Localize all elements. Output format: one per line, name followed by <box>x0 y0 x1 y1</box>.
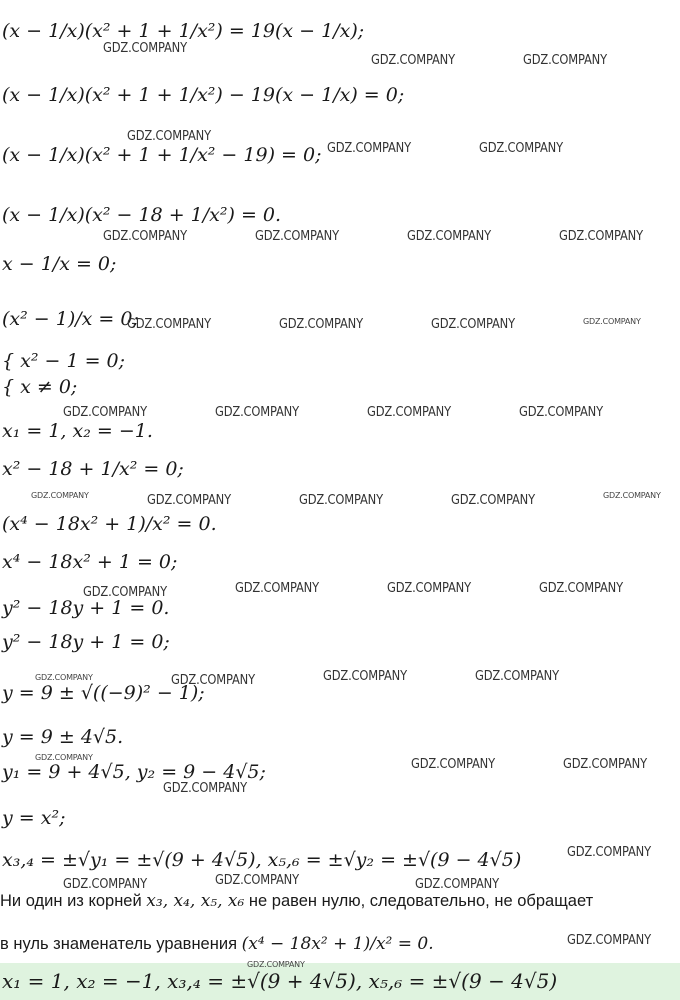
watermark: GDZ.COMPANY <box>255 228 339 244</box>
equation-line: x₁ = 1, x₂ = −1. <box>2 420 153 442</box>
watermark: GDZ.COMPANY <box>299 492 383 508</box>
watermark: GDZ.COMPANY <box>563 756 647 772</box>
equation-line: y = x²; <box>2 807 66 829</box>
equation-line: y² − 18y + 1 = 0. <box>2 597 170 619</box>
watermark: GDZ.COMPANY <box>411 756 495 772</box>
watermark: GDZ.COMPANY <box>475 668 559 684</box>
watermark: GDZ.COMPANY <box>367 404 451 420</box>
equation-line: x − 1/x = 0; <box>2 253 117 275</box>
watermark: GDZ.COMPANY <box>567 844 651 860</box>
roots-list: x₃, x₄, x₅, x₆ <box>146 891 245 911</box>
equation-line: (x² − 1)/x = 0; <box>2 308 139 330</box>
watermark: GDZ.COMPANY <box>603 491 661 500</box>
watermark: GDZ.COMPANY <box>163 780 247 796</box>
equation-line: (x − 1/x)(x² + 1 + 1/x²) − 19(x − 1/x) = 0; <box>2 84 405 106</box>
conclusion-text-part: Ни один из корней <box>0 892 147 910</box>
watermark: GDZ.COMPANY <box>35 673 93 682</box>
watermark: GDZ.COMPANY <box>215 872 299 888</box>
equation-line: (x⁴ − 18x² + 1)/x² = 0. <box>2 513 217 535</box>
watermark: GDZ.COMPANY <box>279 316 363 332</box>
watermark: GDZ.COMPANY <box>103 228 187 244</box>
watermark: GDZ.COMPANY <box>235 580 319 596</box>
equation-line: x² − 18 + 1/x² = 0; <box>2 458 184 480</box>
watermark: GDZ.COMPANY <box>567 932 651 948</box>
watermark: GDZ.COMPANY <box>83 584 167 600</box>
watermark: GDZ.COMPANY <box>327 140 411 156</box>
watermark: GDZ.COMPANY <box>583 317 641 326</box>
watermark: GDZ.COMPANY <box>559 228 643 244</box>
answer-text: x₁ = 1, x₂ = −1, x₃,₄ = ±√(9 + 4√5), x₅,₆ = ±√(9 − 4√5) <box>2 969 558 993</box>
system-line: { x² − 1 = 0; <box>2 350 126 372</box>
watermark: GDZ.COMPANY <box>431 316 515 332</box>
watermark: GDZ.COMPANY <box>479 140 563 156</box>
watermark: GDZ.COMPANY <box>371 52 455 68</box>
equation-line: y = 9 ± √((−9)² − 1); <box>2 682 205 704</box>
watermark: GDZ.COMPANY <box>103 40 187 56</box>
watermark: GDZ.COMPANY <box>63 404 147 420</box>
answer-box <box>0 963 680 1000</box>
watermark: GDZ.COMPANY <box>31 491 89 500</box>
conclusion-text-part: не равен нулю, следовательно, не обращает <box>244 892 594 910</box>
watermark: GDZ.COMPANY <box>451 492 535 508</box>
watermark: GDZ.COMPANY <box>35 753 93 762</box>
watermark: GDZ.COMPANY <box>407 228 491 244</box>
equation-line: x₃,₄ = ±√y₁ = ±√(9 + 4√5), x₅,₆ = ±√y₂ = ±√(9 − 4√5) <box>2 849 522 871</box>
equation-line: (x − 1/x)(x² − 18 + 1/x²) = 0. <box>2 204 282 226</box>
watermark: GDZ.COMPANY <box>247 960 305 969</box>
watermark: GDZ.COMPANY <box>539 580 623 596</box>
equation-line: y = 9 ± 4√5. <box>2 726 124 748</box>
watermark: GDZ.COMPANY <box>215 404 299 420</box>
watermark: GDZ.COMPANY <box>147 492 231 508</box>
conclusion-text-part: в нуль знаменатель уравнения <box>0 935 242 953</box>
watermark: GDZ.COMPANY <box>387 580 471 596</box>
watermark: GDZ.COMPANY <box>127 316 211 332</box>
equation-line: x⁴ − 18x² + 1 = 0; <box>2 551 178 573</box>
equation-line: y₁ = 9 + 4√5, y₂ = 9 − 4√5; <box>2 761 266 783</box>
watermark: GDZ.COMPANY <box>523 52 607 68</box>
conclusion-text <box>0 891 593 911</box>
watermark: GDZ.COMPANY <box>171 672 255 688</box>
watermark: GDZ.COMPANY <box>323 668 407 684</box>
watermark: GDZ.COMPANY <box>519 404 603 420</box>
equation-line: (x − 1/x)(x² + 1 + 1/x² − 19) = 0; <box>2 144 322 166</box>
system-line: { x ≠ 0; <box>2 376 78 398</box>
denominator-equation: (x⁴ − 18x² + 1)/x² = 0. <box>241 934 434 954</box>
watermark: GDZ.COMPANY <box>127 128 211 144</box>
equation-line: y² − 18y + 1 = 0; <box>2 631 170 653</box>
conclusion-text <box>0 934 434 954</box>
watermark: GDZ.COMPANY <box>415 876 499 892</box>
equation-line: (x − 1/x)(x² + 1 + 1/x²) = 19(x − 1/x); <box>2 20 365 42</box>
watermark: GDZ.COMPANY <box>63 876 147 892</box>
